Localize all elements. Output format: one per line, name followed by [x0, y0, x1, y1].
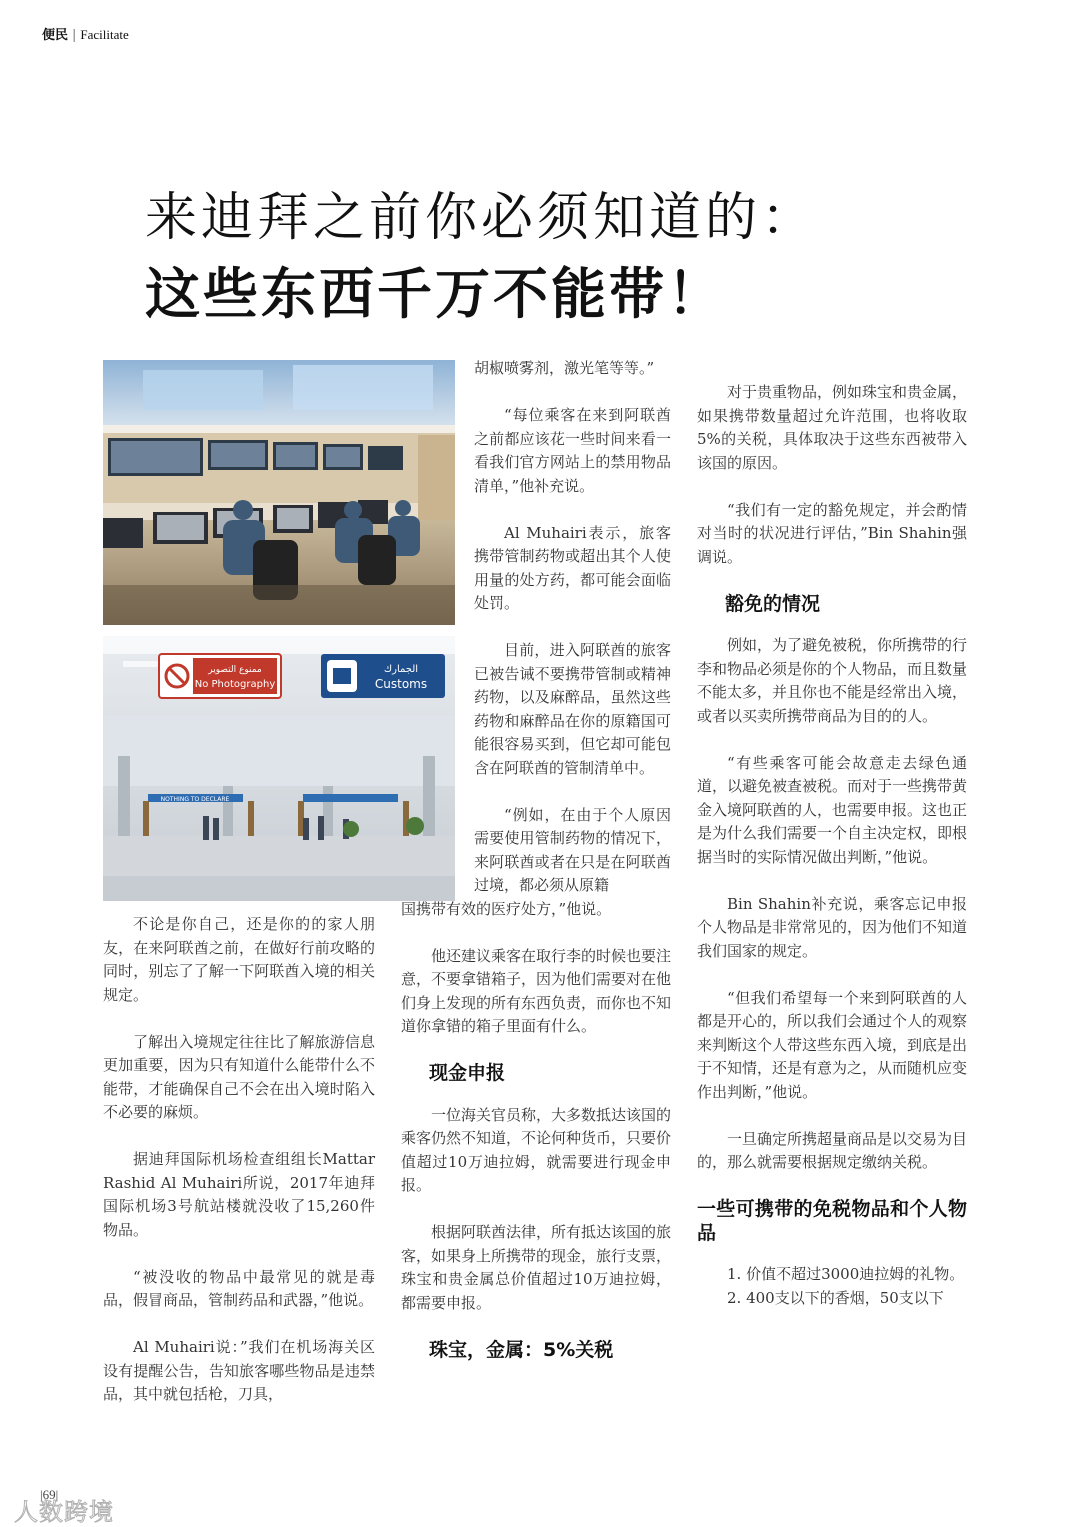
heading-duty-free-items: 一些可携带的免税物品和个人物品 — [697, 1198, 967, 1244]
paragraph: “我们有一定的豁免规定，并会酌情对当时的状况进行评估，”Bin Shahin强调说。 — [697, 500, 967, 566]
paragraph: 对于贵重物品，例如珠宝和贵金属，如果携带数量超过允许范围，也将收取5%的关税，具体取决于这些东西被带入该国的原因。 — [697, 383, 968, 472]
paragraph: 根据阿联酋法律，所有抵达该国的旅客，如果身上所携带的现金，旅行支票，珠宝和贵金属总价值超过10万迪拉姆，都需要申报。 — [401, 1223, 672, 1312]
page-title-line1: 来迪拜之前你必须知道的： — [145, 188, 818, 248]
paragraph: Bin Shahin补充说，乘客忘记申报个人物品是非常常见的，因为他们不知道我们国家的规定。 — [697, 894, 968, 960]
sign-arabic-customs: الجمارك — [383, 664, 419, 675]
paragraph: Al Muhairi表示，旅客携带管制药物或超出其个人使用量的处方药，都可能会面临处罚。 — [474, 523, 671, 612]
list-item: 2. 400支以下的香烟，50支以下 — [727, 1288, 944, 1307]
paragraph: 据迪拜国际机场检查组组长Mattar Rashid Al Muhairi所说，2017年迪拜国际机场3号航站楼就没收了15,260件物品。 — [103, 1150, 375, 1239]
paragraph: 一旦确定所携超量商品是以交易为目的，那么就需要根据规定缴纳关税。 — [697, 1129, 968, 1171]
sign-arabic-photography: ممنوع التصوير — [208, 665, 262, 675]
paragraph: Al Muhairi说：”我们在机场海关区设有提醒公告，告知旅客哪些物品是违禁品，其中就包括枪，刀具， — [103, 1338, 375, 1403]
wrapped-text-area — [401, 357, 671, 898]
paragraph: 一位海关官员称，大多数抵达该国的乘客仍然不知道，不论何种货币，只要价值超过10万迪拉姆，就需要进行现金申报。 — [401, 1105, 672, 1194]
paragraph: 目前，进入阿联酋的旅客已被告诫不要携带管制或精神药物，以及麻醉品，虽然这些药物和麻醉品在你的原籍国可能很容易买到，但它却可能包含在阿联酋的管制清单中。 — [474, 641, 671, 777]
paragraph: “被没收的物品中最常见的就是毒品，假冒商品，管制药品和武器，”他说。 — [103, 1267, 375, 1309]
divider: | — [72, 28, 77, 43]
paragraph: “每位乘客在来到阿联酋之前都应该花一些时间来看一看我们官方网站上的禁用物品清单，”他补充说。 — [474, 406, 671, 495]
duty-free-list — [697, 1263, 967, 1310]
heading-cash-declaration: 现金申报 — [429, 1062, 506, 1084]
section-label-en: Facilitate — [80, 27, 129, 42]
paragraph: 不论是你自己，还是你的的家人朋友，在来阿联酋之前，在做好行前攻略的同时，别忘了了解一下阿联酋入境的相关规定。 — [103, 915, 375, 1004]
sign-no-photography: No Photography — [194, 679, 276, 690]
paragraph: 例如，为了避免被税，你所携带的行李和物品必须是你的个人物品，而且数量不能太多，并且你也不能是经常出入境，或者以买卖所携带商品为目的的人。 — [697, 636, 968, 725]
page-number: |69| — [40, 1487, 59, 1502]
paragraph: “但我们希望每一个来到阿联酋的人都是开心的，所以我们会通过个人的观察来判断这个人带这些东西入境，到底是出于不知情，还是有意为之，从而随机应变作出判断，”他说。 — [697, 988, 968, 1101]
section-label-cn: 便民 — [42, 28, 69, 43]
paragraph: “有些乘客可能会故意走去绿色通道，以避免被查被税。而对于一些携带黄金入境阿联酋的人，也需要申报。这也正是为什么我们需要一个自主决定权，即根据当时的实际情况做出判断，”他说。 — [697, 753, 968, 866]
column-2 — [401, 357, 671, 1380]
column-3 — [697, 381, 967, 1310]
list-item: 1. 价值不超过3000迪拉姆的礼物。 — [727, 1265, 965, 1283]
paragraph: 胡椒喷雾剂，激光笔等等。” — [474, 359, 655, 377]
heading-jewelry-tax: 珠宝，金属：5%关税 — [429, 1338, 614, 1361]
section-tag — [42, 24, 129, 43]
banner-nothing-to-declare: NOTHING TO DECLARE — [160, 796, 230, 803]
page-title-line2: 这些东西千万不能带！ — [145, 262, 726, 326]
paragraph: 了解出入境规定往往比了解旅游信息更加重要，因为只有知道什么能带什么不能带，才能确保自己不会在出入境时陷入不必要的麻烦。 — [103, 1032, 375, 1121]
watermark: 人数跨境 — [14, 1498, 114, 1526]
column-1 — [103, 913, 375, 1430]
paragraph: 国携带有效的医疗处方，”他说。 — [401, 899, 612, 918]
paragraph: “例如，在由于个人原因需要使用管制药物的情况下，来阿联酋或者在只是在阿联酋过境，都必须从原籍 — [474, 805, 671, 894]
heading-exemptions: 豁免的情况 — [725, 592, 821, 615]
paragraph: 他还建议乘客在取行李的时候也要注意，不要拿错箱子，因为他们需要对在他们身上发现的所有东西负责，而你也不知道你拿错的箱子里面有什么。 — [401, 946, 672, 1035]
sign-customs: Customs — [374, 677, 428, 691]
